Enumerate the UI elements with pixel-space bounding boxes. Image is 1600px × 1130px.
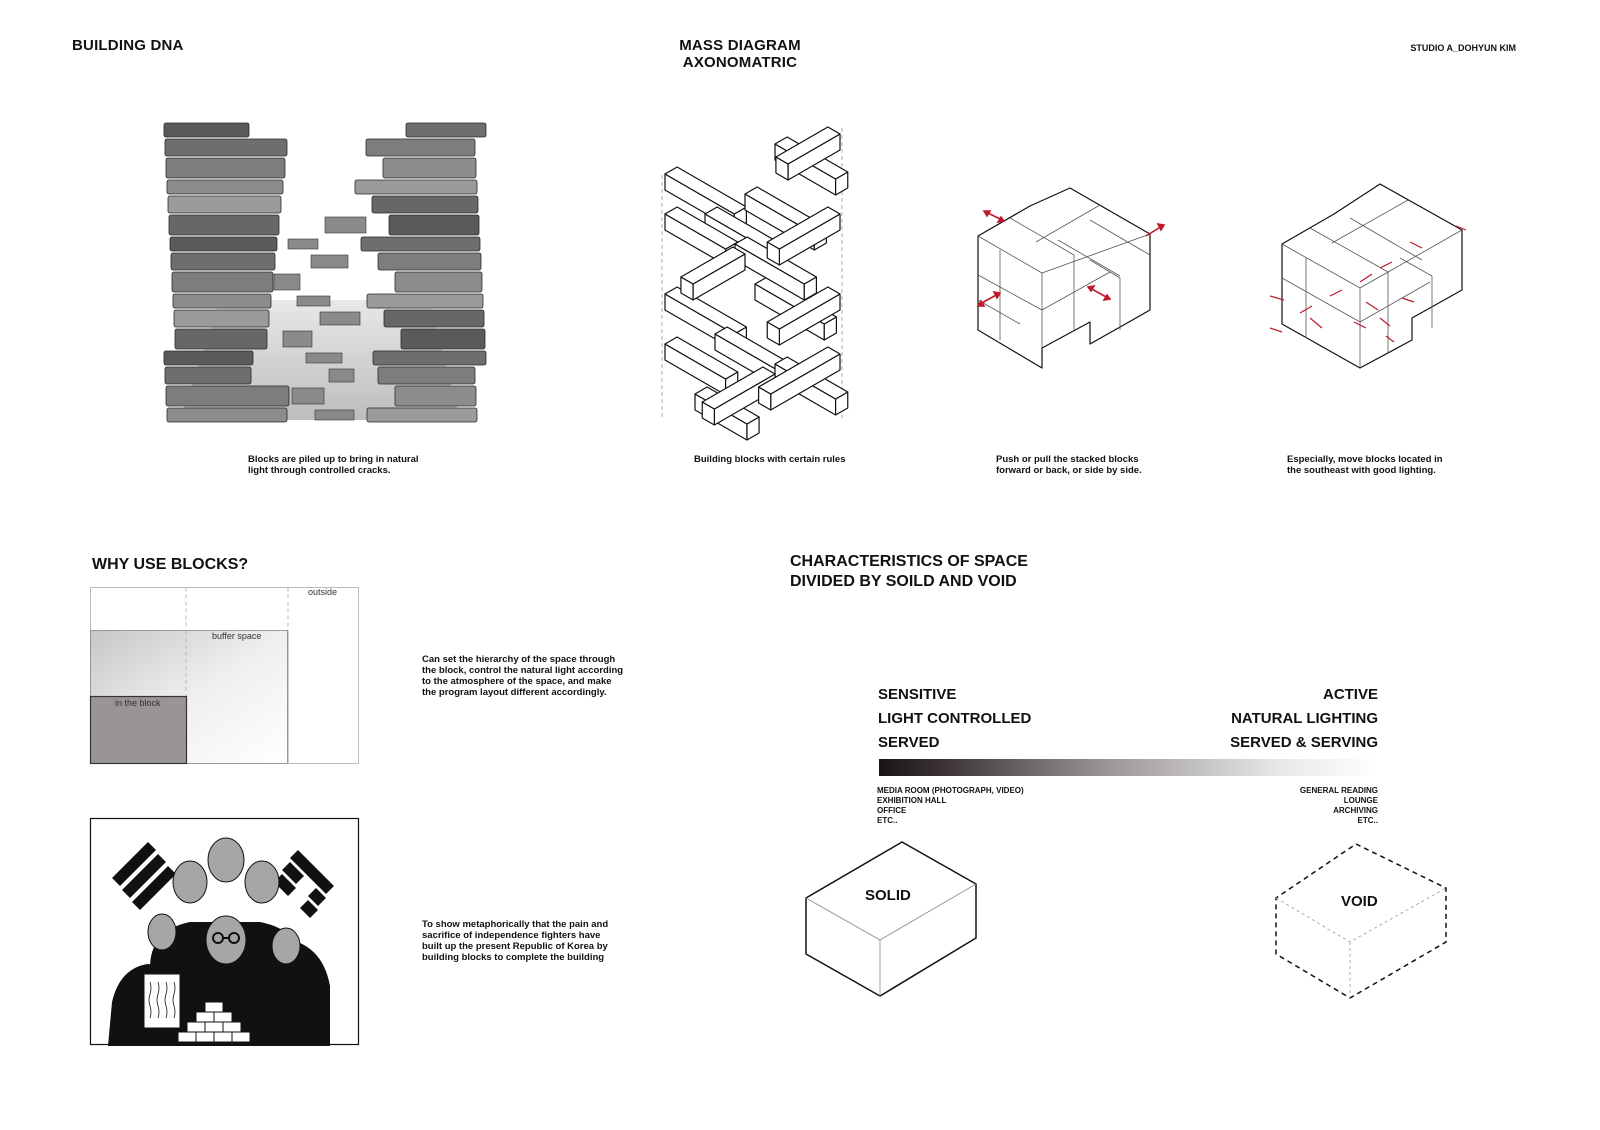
zone-outside-label: outside xyxy=(308,587,338,597)
model-block xyxy=(167,180,283,194)
building-dna-title: BUILDING DNA xyxy=(72,37,184,54)
model-block xyxy=(172,272,273,292)
mass-diagram-title-line1: MASS DIAGRAM xyxy=(679,37,801,54)
characteristics-title xyxy=(790,552,1028,592)
model-block xyxy=(171,253,275,270)
axo1-caption: Building blocks with certain rules xyxy=(694,454,846,465)
model-block xyxy=(297,296,330,306)
axonometric-rules-diagram xyxy=(655,120,850,425)
model-block xyxy=(164,351,253,365)
model-block xyxy=(367,294,483,308)
model-block xyxy=(168,196,281,213)
void-label: VOID xyxy=(1341,893,1378,910)
model-block xyxy=(395,272,482,292)
model-block xyxy=(401,329,485,349)
axo3-caption: Especially, move blocks located in the southeast with good lighting. xyxy=(1287,454,1443,476)
mass-diagram-title-line2: AXONOMATRIC xyxy=(682,54,798,71)
model-block xyxy=(173,294,271,308)
void-cube xyxy=(1274,842,1449,1002)
model-block xyxy=(384,310,484,327)
model-block xyxy=(372,196,478,213)
why-blocks-text-2: To show metaphorically that the pain and sacrifice of independence fighters have built up the present Republic of Korea by building blocks to complete the building xyxy=(422,919,609,963)
zone-buffer-label: buffer space xyxy=(212,631,262,641)
model-block xyxy=(320,312,360,325)
model-block xyxy=(406,123,486,137)
model-block xyxy=(175,329,267,349)
solid-label: SOLID xyxy=(865,887,911,904)
model-block xyxy=(288,239,318,249)
model-block xyxy=(166,158,285,178)
model-block xyxy=(167,408,287,422)
model-block xyxy=(306,353,342,363)
model-block xyxy=(165,139,287,156)
block-model-photo xyxy=(160,115,490,430)
axonometric-push-pull-diagram xyxy=(970,180,1170,375)
model-block xyxy=(378,367,475,384)
model-block xyxy=(311,255,348,268)
model-block xyxy=(367,408,477,422)
model-block xyxy=(373,351,486,365)
model-block xyxy=(170,237,277,251)
model-block xyxy=(389,215,479,235)
model-block xyxy=(383,158,476,178)
void-program-list: GENERAL READING LOUNGE ARCHIVING ETC.. xyxy=(1299,786,1378,825)
model-block xyxy=(325,217,366,233)
solid-cube xyxy=(804,840,979,1000)
model-block xyxy=(274,274,300,290)
model-block xyxy=(355,180,477,194)
mass-diagram-title xyxy=(620,37,860,71)
model-block xyxy=(378,253,481,270)
solid-spec-list: SENSITIVE LIGHT CONTROLLED SERVED xyxy=(878,686,1032,751)
zone-block-label: in the block xyxy=(115,698,161,708)
characteristics-title-line2: DIVIDED BY SOILD AND VOID xyxy=(790,573,1017,590)
solid-program-list: MEDIA ROOM (PHOTOGRAPH, VIDEO) EXHIBITION HALL OFFICE ETC.. xyxy=(877,786,1024,825)
model-block xyxy=(165,367,251,384)
model-block xyxy=(361,237,480,251)
model-block xyxy=(366,139,475,156)
independence-fighters-illustration xyxy=(90,818,360,1046)
model-block xyxy=(292,388,324,404)
void-spec-list: ACTIVE NATURAL LIGHTING SERVED & SERVING xyxy=(1230,686,1378,751)
characteristics-title-line1: CHARACTERISTICS OF SPACE xyxy=(790,553,1028,570)
why-blocks-text-1: Can set the hierarchy of the space through the block, control the natural light according to the atmosphere of the space, and make the program layout different accordingly. xyxy=(422,654,624,698)
photo-caption: Blocks are piled up to bring in natural light through controlled cracks. xyxy=(248,454,419,476)
model-block xyxy=(166,386,289,406)
space-hierarchy-diagram xyxy=(90,587,360,765)
studio-credit: STUDIO A_DOHYUN KIM xyxy=(1410,43,1516,53)
model-block xyxy=(283,331,312,347)
model-block xyxy=(315,410,354,420)
axo2-caption: Push or pull the stacked blocks forward or back, or side by side. xyxy=(996,454,1142,476)
why-blocks-title: WHY USE BLOCKS? xyxy=(92,556,249,573)
model-block xyxy=(164,123,249,137)
model-block xyxy=(174,310,269,327)
solid-void-gradient-bar xyxy=(879,759,1379,776)
model-block xyxy=(329,369,354,382)
model-block xyxy=(169,215,279,235)
model-block xyxy=(395,386,476,406)
axonometric-southeast-diagram xyxy=(1270,178,1475,373)
